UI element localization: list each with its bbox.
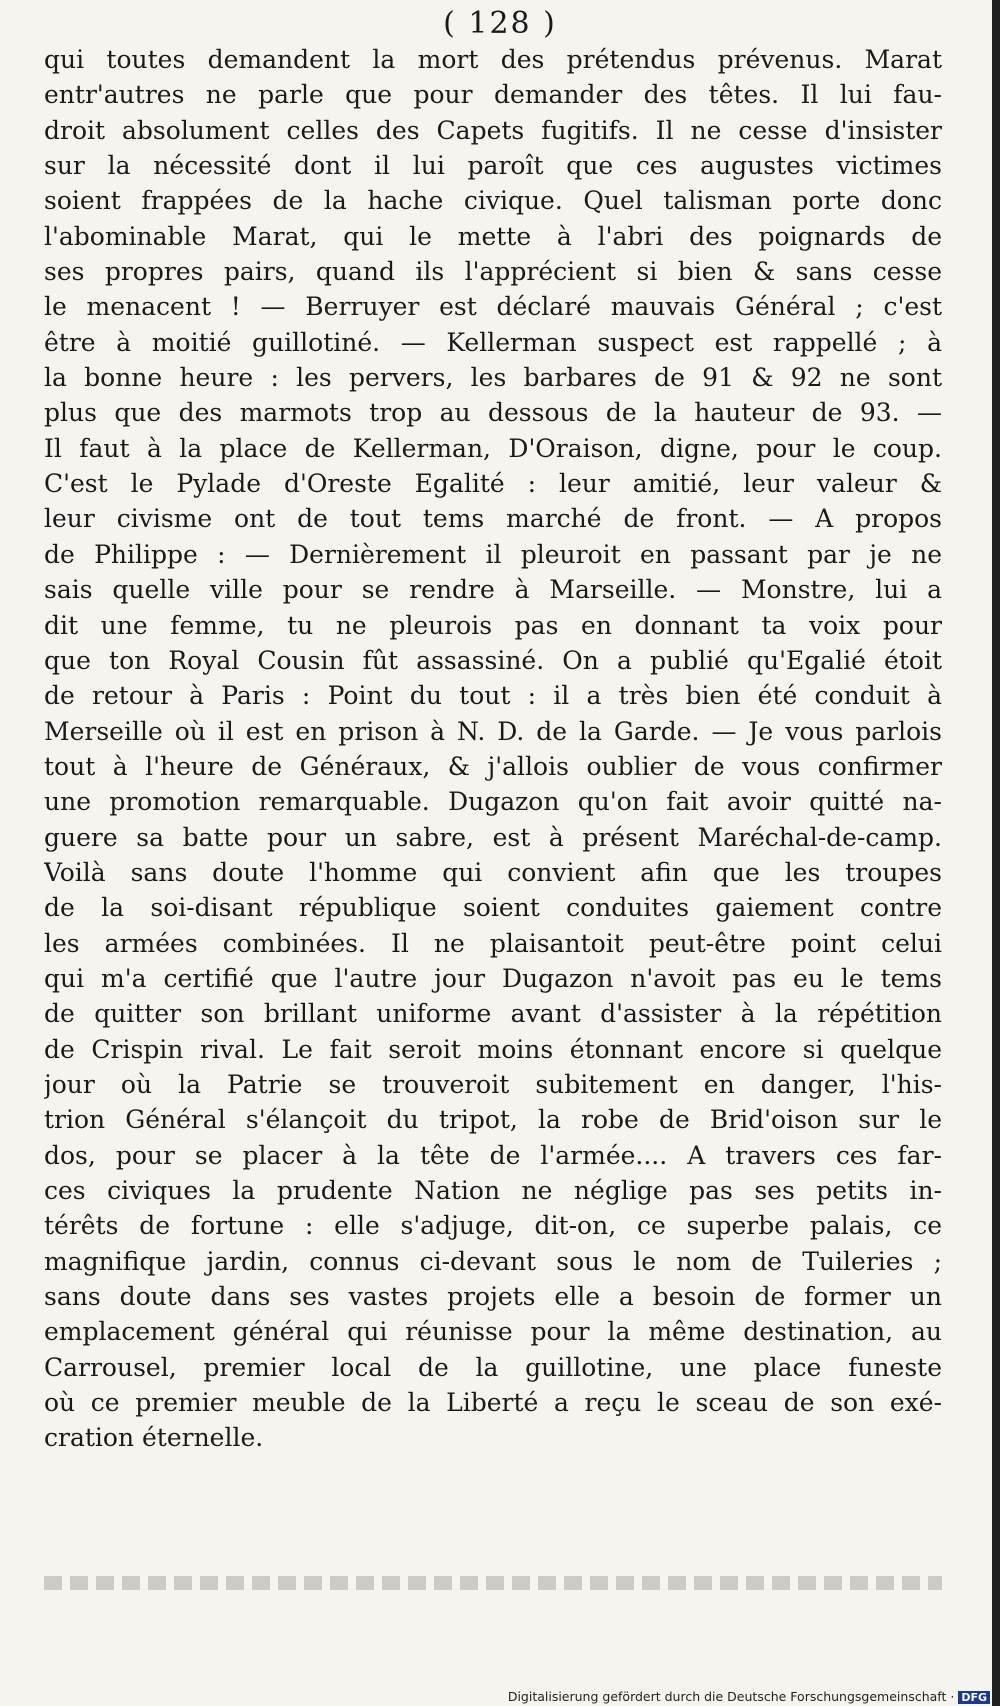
text-line: Voilà sans doute l'homme qui convient afin que les troupes bbox=[44, 857, 942, 887]
dfg-logo: DFG bbox=[958, 1691, 990, 1704]
text-line: droit absolument celles des Capets fugitifs. Il ne cesse d'insister bbox=[44, 115, 942, 145]
text-line: ces civiques la prudente Nation ne néglige pas ses petits in- bbox=[44, 1176, 942, 1205]
text-line: ses propres pairs, quand ils l'apprécient si bien & sans cesse bbox=[44, 257, 942, 287]
text-line: de la soi-disant république soient conduites gaiement contre bbox=[44, 893, 942, 923]
scan-edge bbox=[992, 0, 1000, 1706]
text-line: tout à l'heure de Généraux, & j'allois oublier de vous confirmer bbox=[44, 751, 942, 781]
text-line: emplacement général qui réunisse pour la même destination, au bbox=[44, 1317, 942, 1347]
page-number: ( 128 ) bbox=[443, 6, 557, 41]
text-line: plus que des marmots trop au dessous de la hauteur de 93. — bbox=[44, 398, 942, 428]
text-line: dit une femme, tu ne pleurois pas en donnant ta voix pour bbox=[44, 610, 942, 640]
text-line: magnifique jardin, connus ci-devant sous le nom de Tuileries ; bbox=[44, 1246, 942, 1276]
text-line: de Philippe : — Dernièrement il pleuroit en passant par je ne bbox=[44, 539, 942, 569]
text-line: l'abominable Marat, qui le mette à l'abri des poignards de bbox=[44, 221, 942, 251]
text-line: soient frappées de la hache civique. Quel talisman porte donc bbox=[44, 186, 942, 216]
digitization-credit bbox=[508, 1689, 990, 1704]
text-line: leur civisme ont de tout tems marché de front. — A propos bbox=[44, 504, 942, 534]
credit-text: Digitalisierung gefördert durch die Deutsche Forschungsgemeinschaft · bbox=[507, 1689, 955, 1704]
text-line: le menacent ! — Berruyer est déclaré mauvais Général ; c'est bbox=[44, 292, 942, 322]
text-line: Merseille où il est en prison à N. D. de la Garde. — Je vous parlois bbox=[44, 716, 942, 746]
text-line: sais quelle ville pour se rendre à Marseille. — Monstre, lui a bbox=[44, 575, 942, 605]
text-line: dos, pour se placer à la tête de l'armée.... A travers ces far- bbox=[44, 1140, 942, 1170]
bleed-through-line bbox=[44, 1576, 942, 1590]
text-line: de retour à Paris : Point du tout : il a très bien été conduit à bbox=[44, 681, 942, 711]
text-line: Carrousel, premier local de la guillotine, une place funeste bbox=[44, 1352, 942, 1382]
text-line: de quitter son brillant uniforme avant d'assister à la répétition bbox=[44, 999, 942, 1029]
text-line: jour où la Patrie se trouveroit subitement en danger, l'his- bbox=[44, 1069, 942, 1099]
text-line: la bonne heure : les pervers, les barbares de 91 & 92 ne sont bbox=[44, 363, 942, 393]
text-line: cration éternelle. bbox=[44, 1423, 264, 1453]
text-line: guere sa batte pour un sabre, est à présent Maréchal-de-camp. bbox=[44, 822, 942, 852]
text-line: les armées combinées. Il ne plaisantoit peut-être point celui bbox=[44, 928, 942, 958]
text-line: une promotion remarquable. Dugazon qu'on fait avoir quitté na- bbox=[44, 787, 942, 817]
text-line: sans doute dans ses vastes projets elle a besoin de former un bbox=[44, 1282, 942, 1312]
text-line: Il faut à la place de Kellerman, D'Oraison, digne, pour le coup. bbox=[44, 433, 942, 463]
text-line: entr'autres ne parle que pour demander des têtes. Il lui fau- bbox=[44, 80, 942, 110]
body-text bbox=[44, 42, 942, 1456]
text-line: où ce premier meuble de la Liberté a reçu le sceau de son exé- bbox=[44, 1388, 942, 1418]
text-line: térêts de fortune : elle s'adjuge, dit-on, ce superbe palais, ce bbox=[44, 1211, 942, 1241]
text-line: que ton Royal Cousin fût assassiné. On a publié qu'Egalié étoit bbox=[44, 645, 942, 675]
text-line: qui toutes demandent la mort des prétendus prévenus. Marat bbox=[44, 45, 942, 74]
text-line: C'est le Pylade d'Oreste Egalité : leur amitié, leur valeur & bbox=[44, 469, 942, 499]
text-line: qui m'a certifié que l'autre jour Dugazon n'avoit pas eu le tems bbox=[44, 963, 942, 993]
text-line: de Crispin rival. Le fait seroit moins étonnant encore si quelque bbox=[44, 1034, 942, 1064]
text-line: être à moitié guillotiné. — Kellerman suspect est rappellé ; à bbox=[44, 327, 942, 357]
text-line: trion Général s'élançoit du tripot, la robe de Brid'oison sur le bbox=[44, 1105, 942, 1135]
text-line: sur la nécessité dont il lui paroît que ces augustes victimes bbox=[44, 151, 942, 181]
